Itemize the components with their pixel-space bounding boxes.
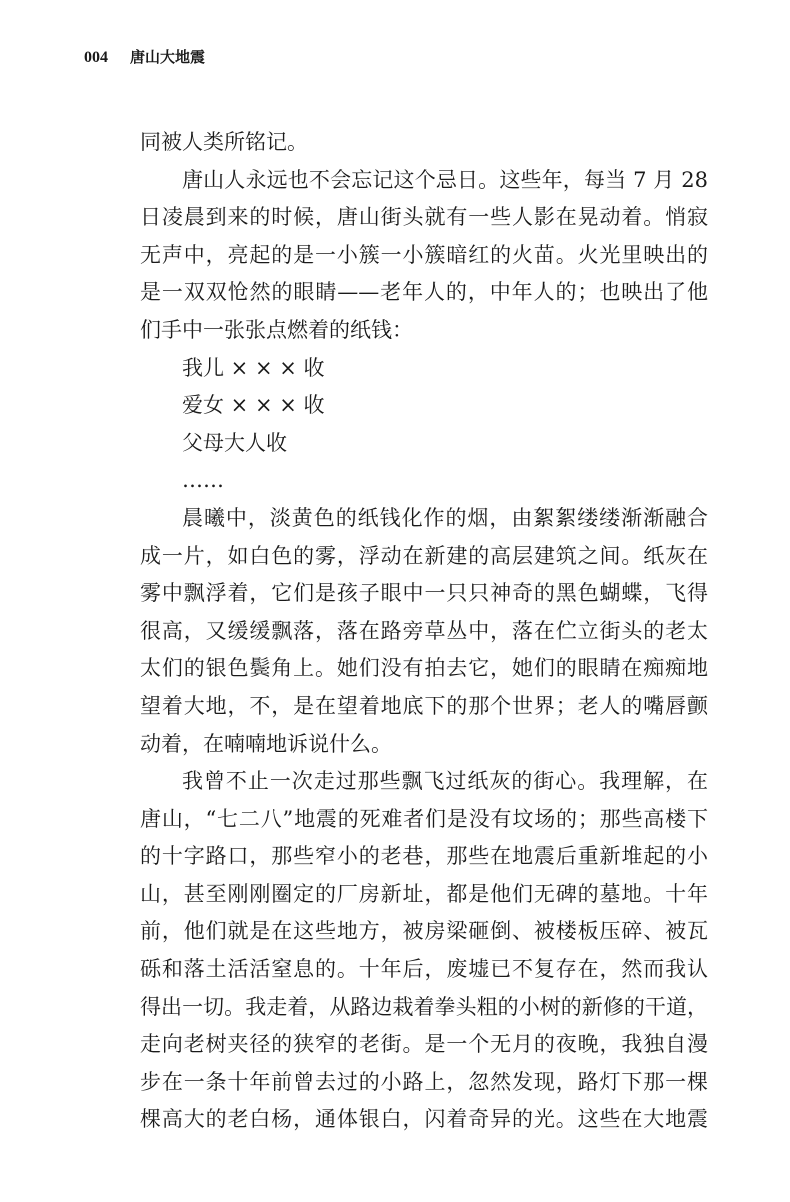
text-line: 很高，又缓缓飘落，落在路旁草丛中，落在伫立街头的老太 [140, 618, 708, 643]
text-line: 雾中飘浮着，它们是孩子眼中一只只神奇的黑色蝴蝶，飞得 [140, 581, 708, 606]
text-line: 成一片，如白色的雾，浮动在新建的高层建筑之间。纸灰在 [140, 543, 708, 568]
page-header [84, 46, 205, 67]
text-line: 望着大地，不，是在望着地底下的那个世界；老人的嘴唇颤 [140, 693, 708, 718]
list-item: 我儿 × × × 收 [182, 355, 325, 380]
text-line: 唐山，“七二八”地震的死难者们是没有坟场的；那些高楼下 [140, 806, 708, 831]
text-line: 的十字路口，那些窄小的老巷，那些在地震后重新堆起的小 [140, 844, 708, 869]
page-number: 004 [84, 49, 108, 66]
text-line: 晨曦中，淡黄色的纸钱化作的烟，由絮絮缕缕渐渐融合 [182, 505, 708, 530]
text-line: 棵高大的老白杨，通体银白，闪着奇异的光。这些在大地震 [140, 1107, 708, 1132]
text-line: 走向老树夹径的狭窄的老街。是一个无月的夜晚，我独自漫 [140, 1032, 708, 1057]
text-line: 唐山人永远也不会忘记这个忌日。这些年，每当 7 月 28 [182, 167, 708, 192]
text-line: 是一双双怆然的眼睛——老年人的，中年人的；也映出了他 [140, 280, 708, 305]
text-line: 同被人类所铭记。 [140, 130, 308, 154]
text-line: 得出一切。我走着，从路边栽着拳头粗的小树的新修的干道， [140, 994, 708, 1019]
list-item: 爱女 × × × 收 [182, 393, 325, 418]
running-title: 唐山大地震 [130, 48, 206, 66]
text-line: 前，他们就是在这些地方，被房梁砸倒、被楼板压碎、被瓦 [140, 919, 708, 944]
text-line: 我曾不止一次走过那些飘飞过纸灰的街心。我理解，在 [182, 769, 708, 794]
text-line: 日凌晨到来的时候，唐山街头就有一些人影在晃动着。悄寂 [140, 205, 708, 230]
body-text [140, 124, 708, 1139]
text-line: 太们的银色鬓角上。她们没有拍去它，她们的眼睛在痴痴地 [140, 656, 708, 681]
list-item: 父母大人收 [182, 430, 287, 455]
text-line: 山，甚至刚刚圈定的厂房新址，都是他们无碑的墓地。十年 [140, 881, 708, 906]
text-line: 动着，在喃喃地诉说什么。 [140, 731, 392, 756]
text-line: 们手中一张张点燃着的纸钱： [140, 317, 413, 342]
text-line: 砾和落土活活窒息的。十年后，废墟已不复存在，然而我认 [140, 957, 708, 982]
list-item: …… [182, 468, 224, 493]
text-line: 无声中，亮起的是一小簇一小簇暗红的火苗。火光里映出的 [140, 242, 708, 267]
text-line: 步在一条十年前曾去过的小路上，忽然发现，路灯下那一棵 [140, 1069, 708, 1094]
